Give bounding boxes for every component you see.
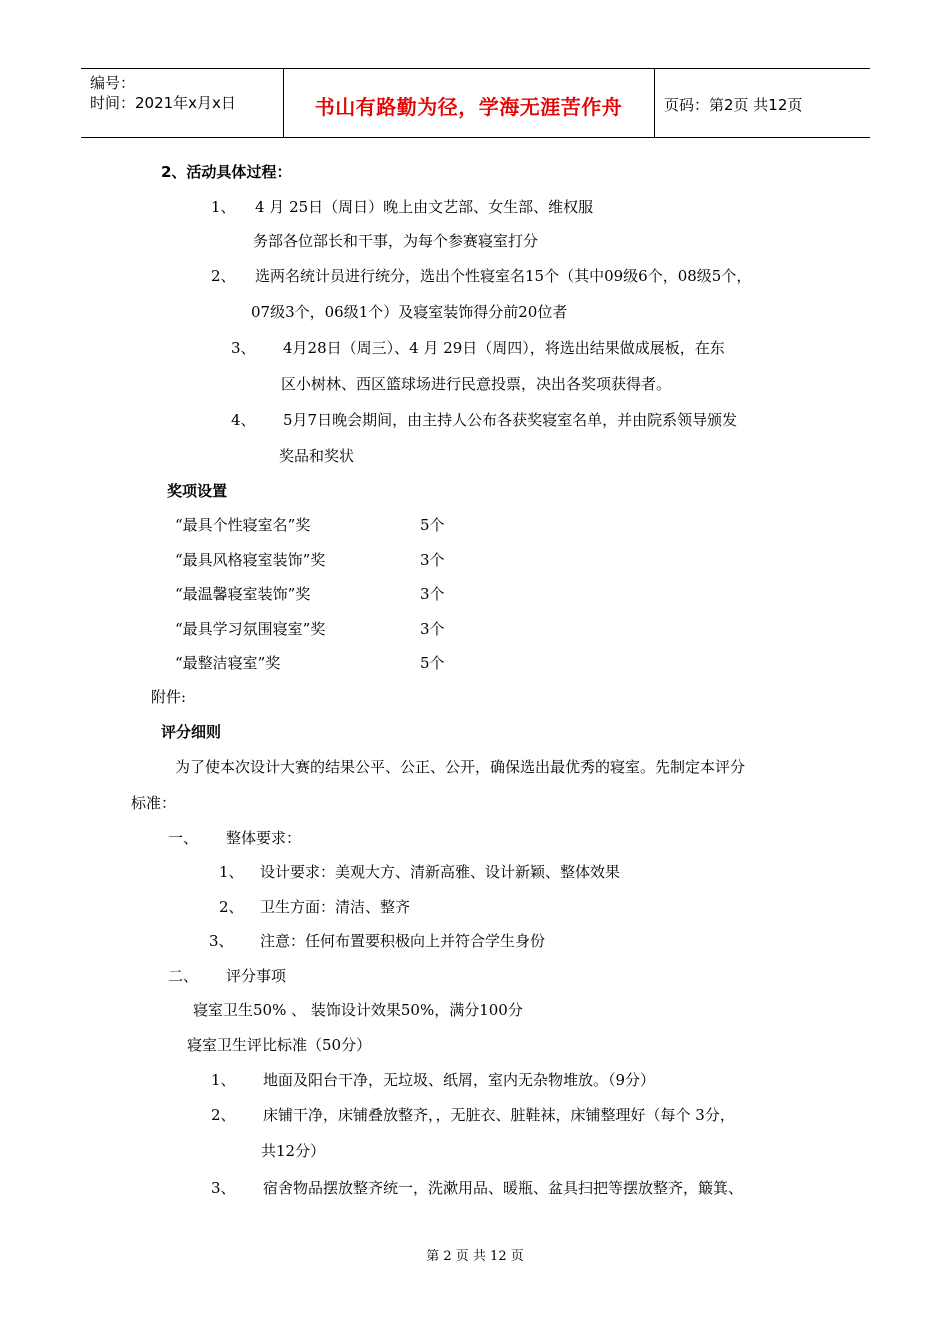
process-item-line: 07级3个，06级1个）及寝室装饰得分前20位者 — [251, 303, 568, 321]
rules-intro: 标准： — [131, 794, 177, 812]
requirement-text: 设计要求：美观大方、清新高雅、设计新颖、整体效果 — [260, 863, 621, 881]
hygiene-line: 床铺干净，床铺叠放整齐，，无脏衣、脏鞋袜，床铺整理好（每个 3分， — [263, 1106, 735, 1124]
process-item-num: 4、 — [231, 411, 256, 429]
section-num: 二、 — [168, 967, 199, 985]
rules-intro: 为了使本次设计大赛的结果公平、公正、公开，确保选出最优秀的寝室。先制定本评分 — [175, 758, 746, 776]
requirement-num: 1、 — [219, 863, 244, 881]
header-divider — [654, 69, 655, 137]
page-header — [81, 68, 870, 138]
process-item-num: 1、 — [211, 198, 236, 216]
award-count: 3个 — [420, 585, 445, 603]
award-name: “最具个性寝室名”奖 — [175, 516, 311, 534]
section-num: 一、 — [168, 829, 199, 847]
hygiene-num: 1、 — [211, 1071, 236, 1089]
requirement-text: 注意：任何布置要积极向上并符合学生身份 — [260, 932, 546, 950]
hygiene-line: 宿舍物品摆放整齐统一，洗漱用品、暖瓶、盆具扫把等摆放整齐，簸箕、 — [263, 1179, 744, 1197]
requirement-text: 卫生方面：清洁、整齐 — [260, 898, 411, 916]
hygiene-line: 共12分） — [261, 1142, 326, 1160]
award-count: 3个 — [420, 551, 445, 569]
hygiene-num: 2、 — [211, 1106, 236, 1124]
award-count: 5个 — [420, 654, 445, 672]
process-item-line: 4月28日（周三）、4 月 29日（周四），将选出结果做成展板，在东 — [283, 339, 725, 357]
award-count: 5个 — [420, 516, 445, 534]
process-item-line: 4 月 25日（周日）晚上由文艺部、女生部、维权服 — [255, 198, 594, 216]
header-number: 编号： — [90, 74, 136, 92]
award-name: “最温馨寝室装饰”奖 — [175, 585, 311, 603]
header-page-info: 页码：第2页 共12页 — [664, 96, 803, 114]
process-heading: 2、活动具体过程： — [161, 163, 292, 181]
header-meta — [90, 73, 236, 113]
process-item-num: 3、 — [231, 339, 256, 357]
rules-heading: 评分细则 — [161, 723, 222, 741]
process-item-line: 选两名统计员进行统分，选出个性寝室名15个（其中09级6个，08级5个， — [255, 267, 752, 285]
requirement-num: 3、 — [209, 932, 234, 950]
process-item-line: 5月7日晚会期间，由主持人公布各获奖寝室名单，并由院系领导颁发 — [283, 411, 738, 429]
award-name: “最具风格寝室装饰”奖 — [175, 551, 326, 569]
section-title: 整体要求： — [226, 829, 302, 847]
score-weights: 寝室卫生50% 、 装饰设计效果50%，满分100分 — [193, 1001, 523, 1019]
award-name: “最具学习氛围寝室”奖 — [175, 620, 326, 638]
header-motto: 书山有路勤为径，学海无涯苦作舟 — [314, 95, 623, 119]
award-name: “最整洁寝室”奖 — [175, 654, 281, 672]
award-count: 3个 — [420, 620, 445, 638]
process-item-num: 2、 — [211, 267, 236, 285]
hygiene-num: 3、 — [211, 1179, 236, 1197]
process-item-line: 区小树林、西区篮球场进行民意投票，决出各奖项获得者。 — [281, 375, 672, 393]
process-item-line: 奖品和奖状 — [279, 447, 355, 465]
page-footer: 第 2 页 共 12 页 — [426, 1249, 524, 1264]
attachment-label: 附件: — [151, 688, 187, 706]
awards-heading: 奖项设置 — [167, 482, 228, 500]
hygiene-line: 地面及阳台干净，无垃圾、纸屑，室内无杂物堆放。（9分） — [263, 1071, 656, 1089]
header-date: 时间：2021年x月x日 — [90, 94, 236, 112]
section-title: 评分事项 — [226, 967, 287, 985]
requirement-num: 2、 — [219, 898, 244, 916]
process-item-line: 务部各位部长和干事，为每个参赛寝室打分 — [253, 232, 539, 250]
hygiene-title: 寝室卫生评比标准（50分） — [187, 1036, 372, 1054]
